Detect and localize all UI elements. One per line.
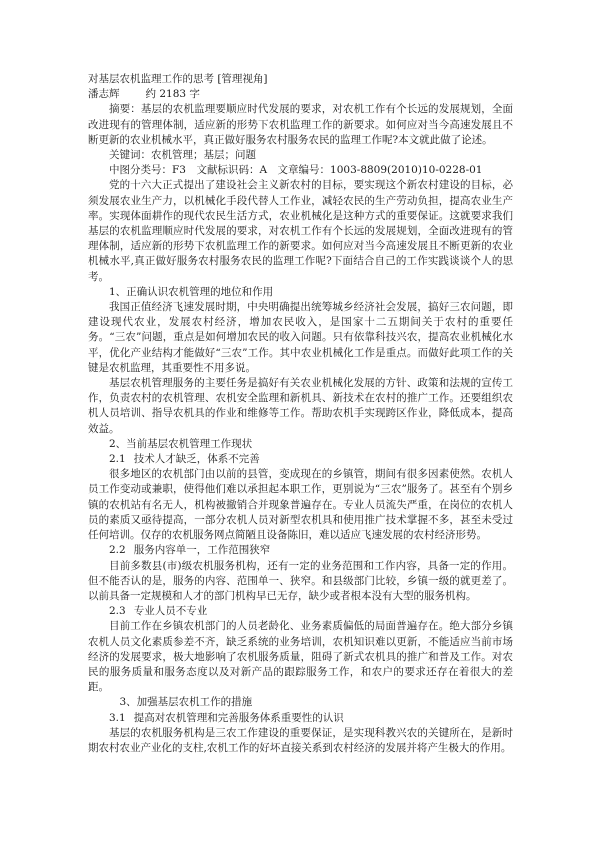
subsection-3-1-paragraph: 基层的农机服务机构是三农工作建设的重要保证，是实现科教兴农的关键所在，是新时期农村农业产业化的支柱,农机工作的好坏直接关系到农村经济的发展并将产生极大的作用。: [88, 726, 513, 754]
section-3-heading: 3、加强基层农机工作的措施: [119, 696, 253, 709]
article-title: 对基层农机监理工作的思考 [管理视角]: [88, 73, 268, 85]
subsection-title: 技术人才缺乏，体系不完善: [133, 453, 260, 466]
abstract: 摘要：基层的农机监理要顺应时代发展的要求，对农机工作有个长远的发展规划，全面改进现有的管理体制，适应新的形势下农机监理工作的新要求。如何应对当今高速发展且不断更新的农业机械水平，真正做好服务农村服务农民的监理工作呢?本文就此做了论述。: [88, 103, 513, 146]
subsection-number: 2.3: [109, 605, 126, 618]
subsection-title: 专业人员不专业: [133, 605, 208, 618]
section-2-heading: 2、当前基层农机管理工作现状: [109, 437, 253, 450]
subsection-2-2-heading: [88, 543, 513, 558]
subsection-number: 2.2: [109, 544, 126, 557]
subsection-3-1-heading: [88, 711, 513, 726]
section-1-paragraph-2: 基层农机管理服务的主要任务是搞好有关农业机械化发展的方针、政策和法规的宣传工作，负责农村的农机管理、农机安全监理和新机具、新技术在农村的推广工作。还要组织农机人员培训、指导农机具的作业和维修等工作。帮助农机手实现跨区作业，降低成本，提高效益。: [88, 377, 513, 435]
classification-info: 中图分类号：F3 文献标识码：A 文章编号：1003-8809(2010)10-0228-01: [109, 164, 483, 177]
section-1-heading: 1、正确认识农机管理的地位和作用: [109, 285, 274, 298]
subsection-number: 2.1: [109, 453, 126, 466]
subsection-title: 提高对农机管理和完善服务体系重要性的认识: [133, 711, 344, 724]
intro-paragraph: 党的十六大正式提出了建设社会主义新农村的目标，要实现这个新农村建设的目标，必须发展农业生产力，以机械化手段代替人工作业，减轻农民的生产劳动负担，提高农业生产率。实现体面耕作的现代农民生活方式，农业机械化是这种方式的重要保证。这就要求我们基层的农机监理顺应时代发展的要求，对农机工作有个长远的发展规划，全面改进现有的管理体制，适应新的形势下农机监理工作的新要求。如何应对当今高速发展且不断更新的农业机械水平,真正做好服务农村服务农民的监理工作呢?下面结合自己的工作实践谈谈个人的思考。: [88, 179, 513, 283]
subsection-number: 3.1: [109, 711, 126, 724]
word-count: 约 2183 字: [145, 88, 200, 101]
keywords: 关键词：农机管理；基层；问题: [109, 149, 256, 162]
section-1-paragraph-1: 我国正值经济飞速发展时期，中央明确提出统筹城乡经济社会发展，搞好三农问题，即建设现代农业，发展农村经济，增加农民收入，是国家十二五期间关于农村的重要任务。“三农”问题，重点是如何增加农民的收入问题。只有依靠科技兴农，提高农业机械化水平，优化产业结构才能做好“三农”工作。其中农业机械化工作是重点。而做好此项工作的关键是农机监理，其重要性不用多说。: [88, 301, 513, 374]
document-body: [88, 72, 513, 756]
subsection-2-2-paragraph: 目前多数县(市)级农机服务机构，还有一定的业务范围和工作内容，具备一定的作用。但不能否认的是，服务的内容、范围单一、狭窄。和县级部门比较，乡镇一级的就更差了。以前具备一定规模和人才的部门机构早已无存，缺少或者根本没有大型的服务机构。: [88, 559, 513, 602]
subsection-2-3-paragraph: 目前工作在乡镇农机部门的人员老龄化、业务素质偏低的局面普遍存在。绝大部分乡镇农机人员文化素质参差不齐，缺乏系统的业务培训，农机知识难以更新，不能适应当前市场经济的发展要求，极大地影响了农机服务质量，阻碍了新式农机具的推广和普及工作。对农民的服务质量和服务态度以及对新产品的跟踪服务工作，和农户的要求还存在着很大的差距。: [88, 620, 513, 694]
subsection-2-1-heading: [88, 452, 513, 467]
subsection-2-3-heading: [88, 604, 513, 619]
subsection-title: 服务内容单一，工作范围狭窄: [133, 544, 271, 557]
author-name: 潘志辉: [88, 88, 120, 101]
subsection-2-1-paragraph: 很多地区的农机部门由以前的县管，变成现在的乡镇管，期间有很多因素使然。农机人员工作变动或兼职，使得他们难以承担起本职工作，更别说为“三农”服务了。甚至有个别乡镇的农机站有名无人，机构被撤销合并现象普遍存在。专业人员流失严重，在岗位的农机人员的素质又亟待提高，一部分农机人员对新型农机具和使用推广技术掌握不多，甚至未受过任何培训。仅存的农机服务网点简陋且设备陈旧，难以适应飞速发展的农村经济形势。: [88, 468, 513, 542]
author-line: [88, 87, 513, 102]
